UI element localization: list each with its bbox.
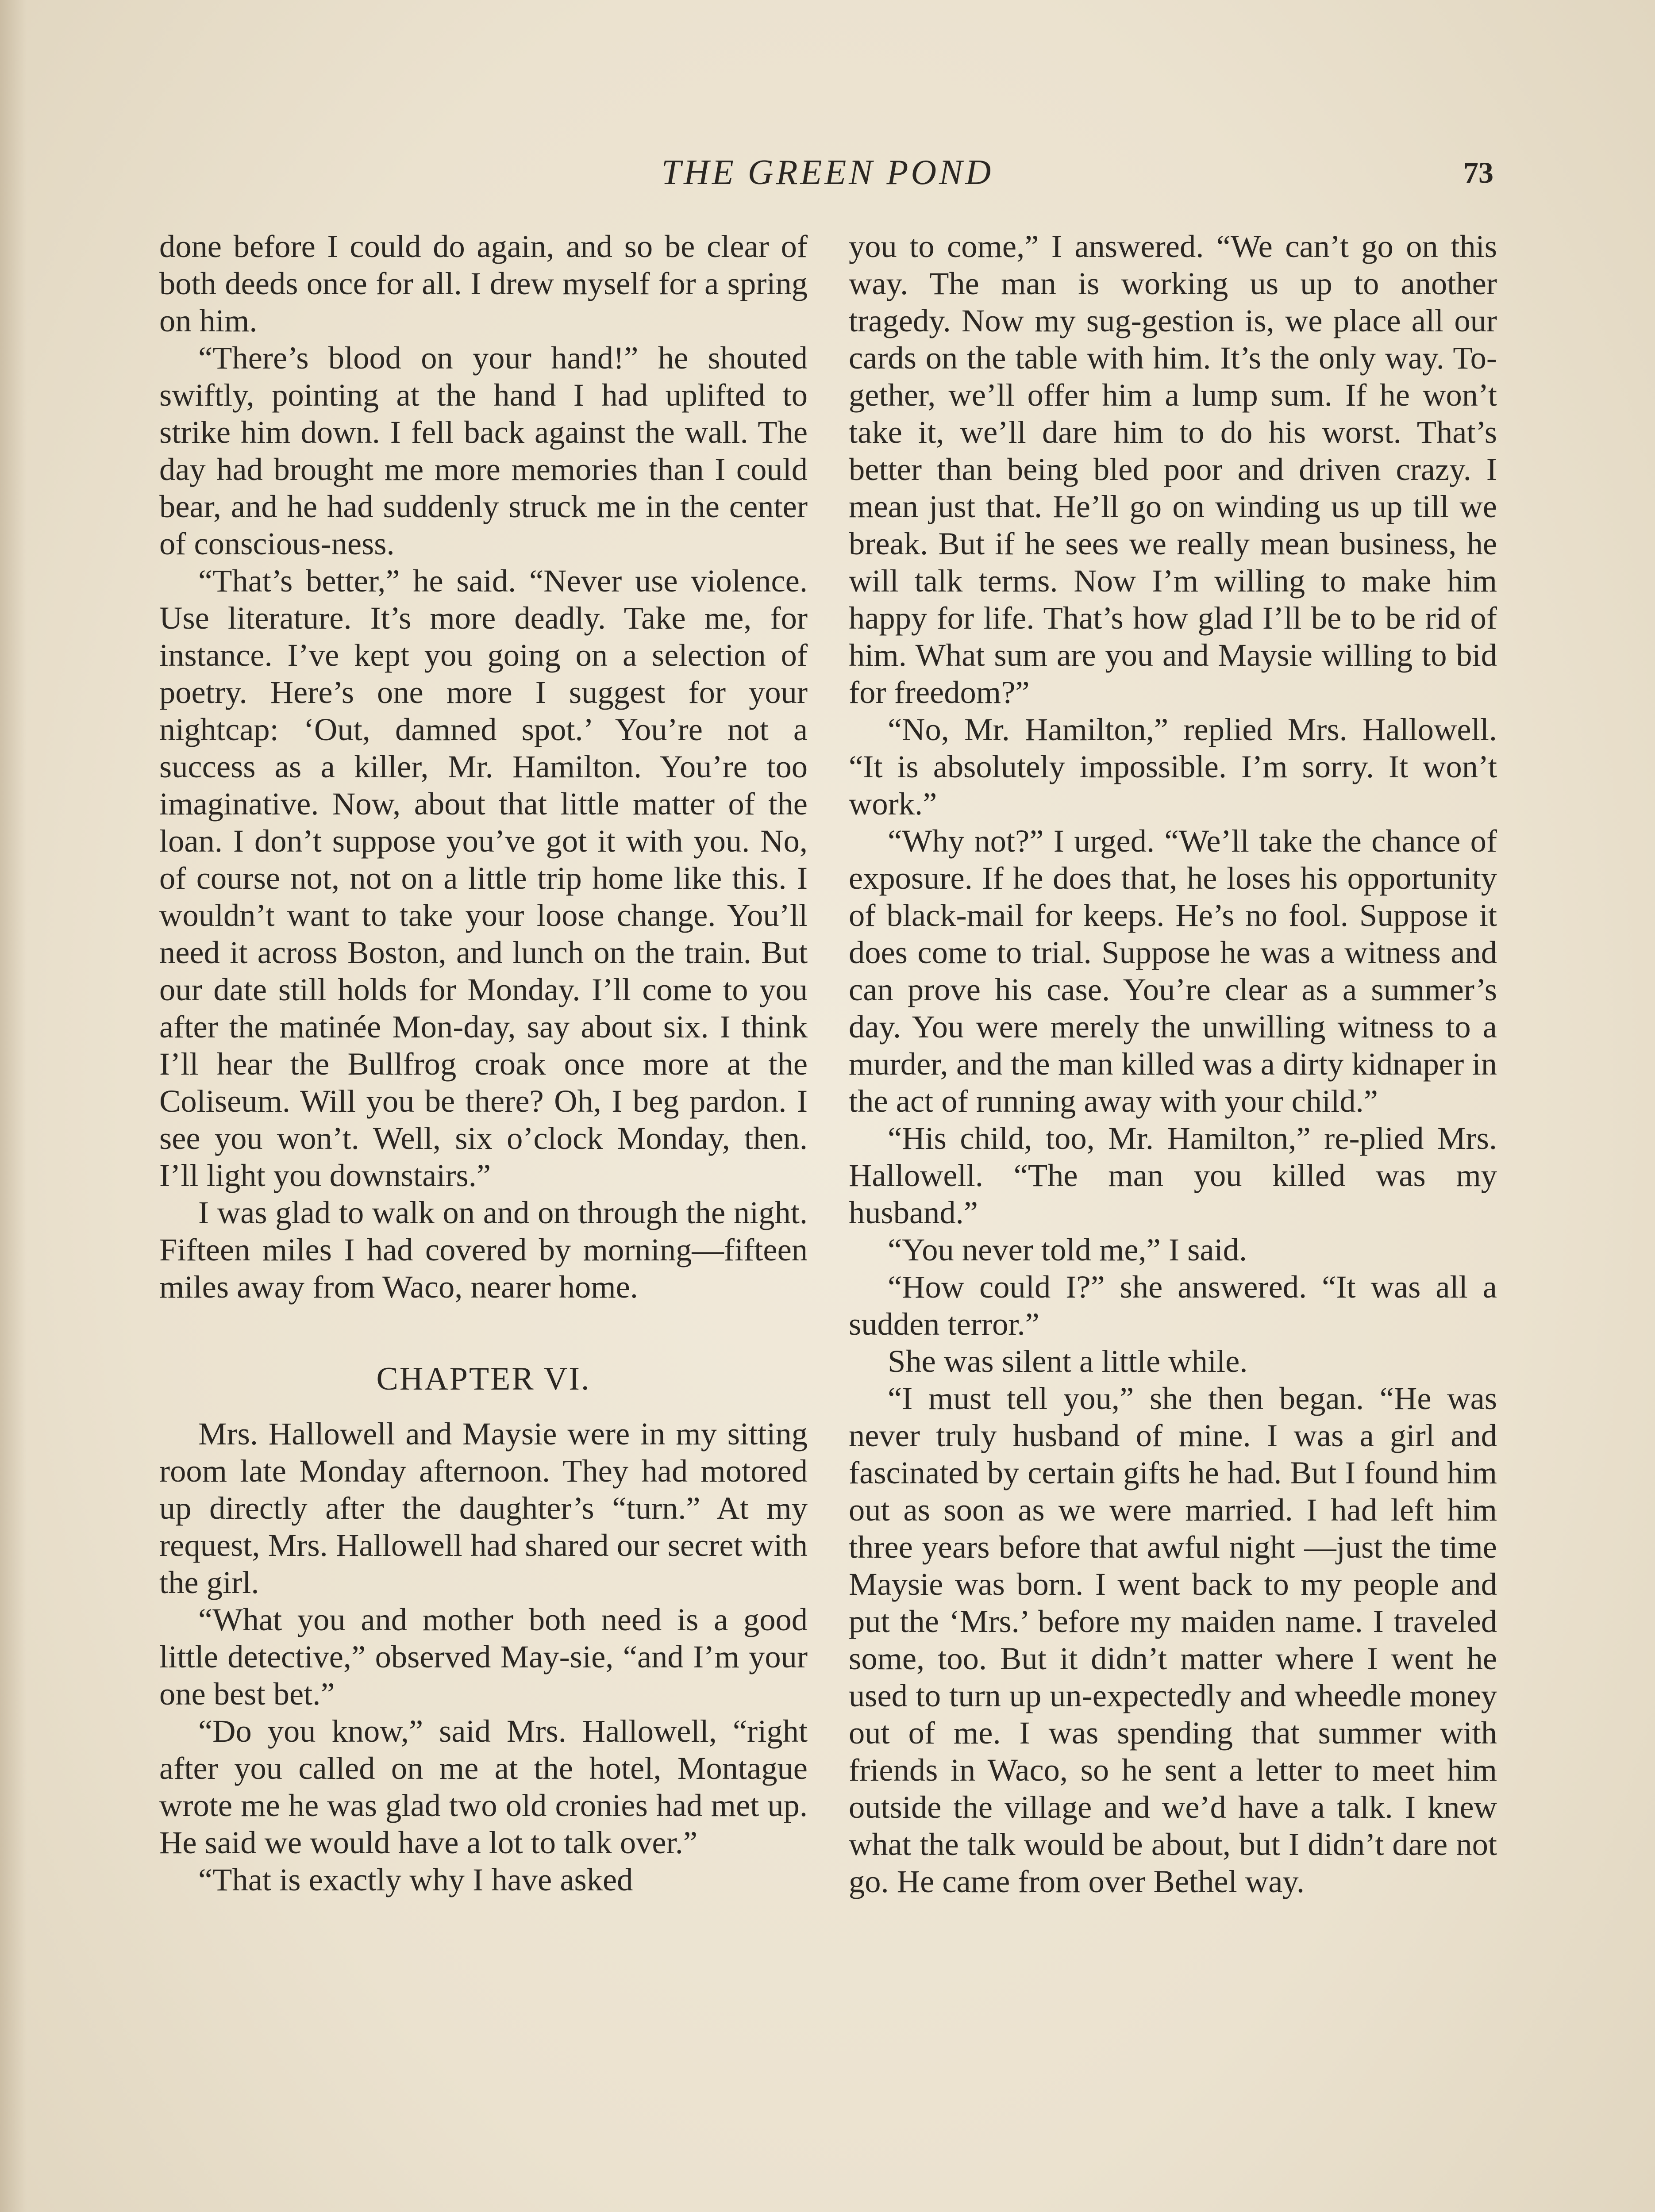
paragraph: “What you and mother both need is a good little detective,” observed May-sie, “and I’m your one best bet.” [159, 1601, 808, 1712]
running-title: THE GREEN POND [661, 153, 994, 192]
paragraph: done before I could do again, and so be clear of both deeds once for all. I drew myself for a spring on him. [159, 228, 808, 338]
right-column [849, 228, 1497, 1900]
paragraph: “You never told me,” I said. [888, 1232, 1247, 1267]
paragraph: “Why not?” I urged. “We’ll take the chance of exposure. If he does that, he loses his opportunity of black-mail for keeps. He’s no fool. Suppose it does come to trial. Suppose he was a witness and can prove his case. You’re clear as a summer’s day. You were merely the unwilling witness to a murder, and the man killed was a dirty kidnaper in the act of running away with your child.” [849, 823, 1497, 1119]
running-head [0, 146, 1655, 199]
paragraph: “That’s better,” he said. “Never use violence. Use literature. It’s more deadly. Take me, for instance. I’ve kept you going on a selection of poetry. Here’s one more I suggest for your nightcap: ‘Out, damned spot.’ You’re not a success as a killer, Mr. Hamilton. You’re too imaginative. Now, about that little matter of the loan. I don’t suppose you’ve got it with you. No, of course not, not on a little trip home like this. I wouldn’t want to take your loose change. You’ll need it across Boston, and lunch on the train. But our date still holds for Monday. I’ll come to you after the matinée Mon-day, say about six. I think I’ll hear the Bullfrog croak once more at the Coliseum. Will you be there? Oh, I beg pardon. I see you won’t. Well, six o’clock Monday, then. I’ll light you downstairs.” [159, 563, 808, 1193]
paragraph: “His child, too, Mr. Hamilton,” re-plied Mrs. Hallowell. “The man you killed was my husband.” [849, 1120, 1497, 1230]
paragraph: “No, Mr. Hamilton,” replied Mrs. Hallowell. “It is absolutely impossible. I’m sorry. It won’t work.” [849, 711, 1497, 822]
paragraph: Mrs. Hallowell and Maysie were in my sitting room late Monday afternoon. They had motored up directly after the daughter’s “turn.” At my request, Mrs. Hallowell had shared our secret with the girl. [159, 1416, 808, 1600]
paragraph: I was glad to walk on and on through the night. Fifteen miles I had covered by morning—fifteen miles away from Waco, nearer home. [159, 1194, 808, 1305]
paragraph: you to come,” I answered. “We can’t go on this way. The man is working us up to another tragedy. Now my sug-gestion is, we place all our cards on the table with him. It’s the only way. To-gether, we’ll offer him a lump sum. If he won’t take it, we’ll dare him to do his worst. That’s better than being bled poor and driven crazy. I mean just that. He’ll go on winding us up till we break. But if he sees we really mean business, he will talk terms. Now I’m willing to make him happy for life. That’s how glad I’ll be to be rid of him. What sum are you and Maysie willing to bid for freedom?” [849, 228, 1497, 710]
paragraph: “There’s blood on your hand!” he shouted swiftly, pointing at the hand I had uplifted to strike him down. I fell back against the wall. The day had brought me more memories than I could bear, and he had suddenly struck me in the center of conscious-ness. [159, 340, 808, 561]
chapter-heading: CHAPTER VI. [376, 1361, 591, 1397]
page-number: 73 [1463, 156, 1493, 189]
paragraph: “Do you know,” said Mrs. Hallowell, “right after you called on me at the hotel, Montague wrote me he was glad two old cronies had met up. He said we would have a lot to talk over.” [159, 1713, 808, 1860]
left-column [159, 228, 808, 1898]
paragraph: “I must tell you,” she then began. “He was never truly husband of mine. I was a girl and fascinated by certain gifts he had. But I found him out as soon as we were married. I had left him three years before that awful night —just the time Maysie was born. I went back to my people and put the ‘Mrs.’ before my maiden name. I traveled some, too. But it didn’t matter where I went he used to turn up un-expectedly and wheedle money out of me. I was spending that summer with friends in Waco, so he sent a letter to meet him outside the village and we’d have a talk. I knew what the talk would be about, but I didn’t dare not go. He came from over Bethel way. [849, 1380, 1497, 1899]
paragraph: “That is exactly why I have asked [198, 1862, 633, 1897]
paragraph: “How could I?” she answered. “It was all a sudden terror.” [849, 1269, 1497, 1342]
paragraph: She was silent a little while. [888, 1343, 1248, 1379]
page-edge-shadow [0, 0, 27, 2212]
